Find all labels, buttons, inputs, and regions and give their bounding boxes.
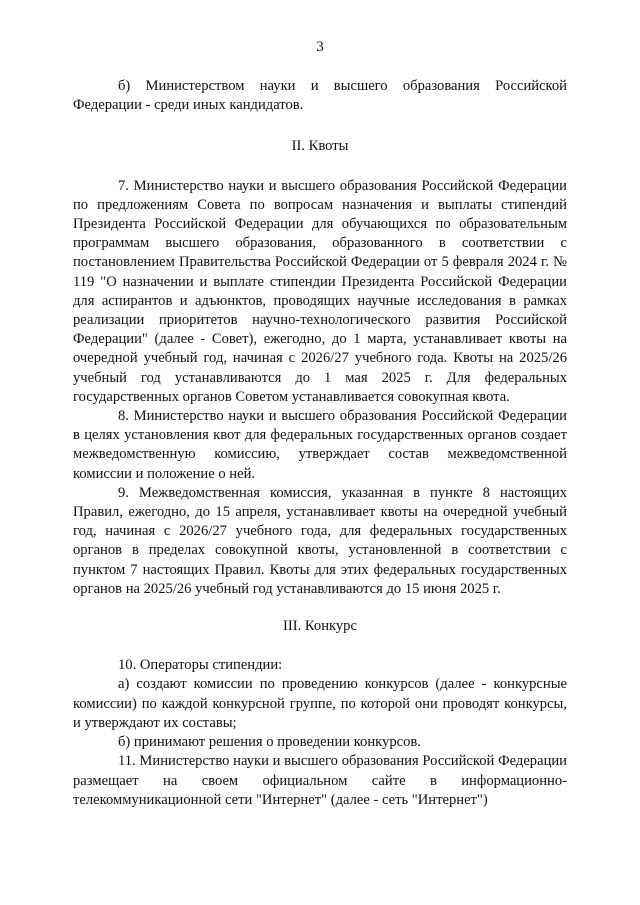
paragraph-10-a: а) создают комиссии по проведению конкурсов (далее - конкурсные комиссии) по каждой конкурсной группе, по которой они проводят конкурсы, и утверждают их составы;	[73, 676, 567, 731]
section-heading-quotas: II. Квоты	[291, 138, 349, 155]
paragraph-7: 7. Министерство науки и высшего образования Российской Федерации по предложениям Совета по вопросам назначения и выплаты стипендий Президента Российской Федерации для обучающихся по образовательным программам высшего образования, образованного в соответствии с постановлением Правительства Российской Федерации от 5 февраля 2024 г. № 119 "О назначении и выплате стипендии Президента Российской Федерации для аспирантов и адъюнктов, проводящих научные исследования в рамках реализации приоритетов научно-технологического развития Российской Федерации" (далее - Совет), ежегодно, до 1 марта, устанавливает квоты на очередной учебный год, начиная с 2026/27 учебного года. Квоты на 2025/26 учебный год устанавливаются до 1 мая 2025 г. Для федеральных государственных органов Советом устанавливается совокупная квота.	[73, 177, 567, 405]
paragraph-9: 9. Межведомственная комиссия, указанная в пункте 8 настоящих Правил, ежегодно, до 15 апреля, устанавливает квоты на очередной учебный год, начиная с 2026/27 учебного года, для федеральных государственных органов в пределах совокупной квоты, установленной в соответствии с пунктом 7 настоящих Правил. Квоты для этих федеральных государственных органов на 2025/26 учебный год устанавливаются до 15 июня 2025 г.	[73, 484, 567, 597]
paragraph-8: 8. Министерство науки и высшего образования Российской Федерации в целях установления квот для федеральных государственных органов создает межведомственную комиссию, утверждает состав межведомственной комиссии и положение о ней.	[73, 408, 567, 482]
document-body	[73, 77, 567, 810]
paragraph-10-b: б) принимают решения о проведении конкурсов.	[118, 734, 421, 751]
paragraph-item-b: б) Министерством науки и высшего образования Российской Федерации - среди иных кандидатов.	[73, 78, 567, 114]
paragraph-10: 10. Операторы стипендии:	[118, 657, 283, 674]
paragraph-11: 11. Министерство науки и высшего образования Российской Федерации размещает на своем официальном сайте в информационно-телекоммуникационной сети "Интернет" (далее - сеть "Интернет")	[73, 753, 567, 808]
section-heading-competition: III. Конкурс	[283, 618, 357, 635]
page-number: 3	[316, 39, 324, 55]
